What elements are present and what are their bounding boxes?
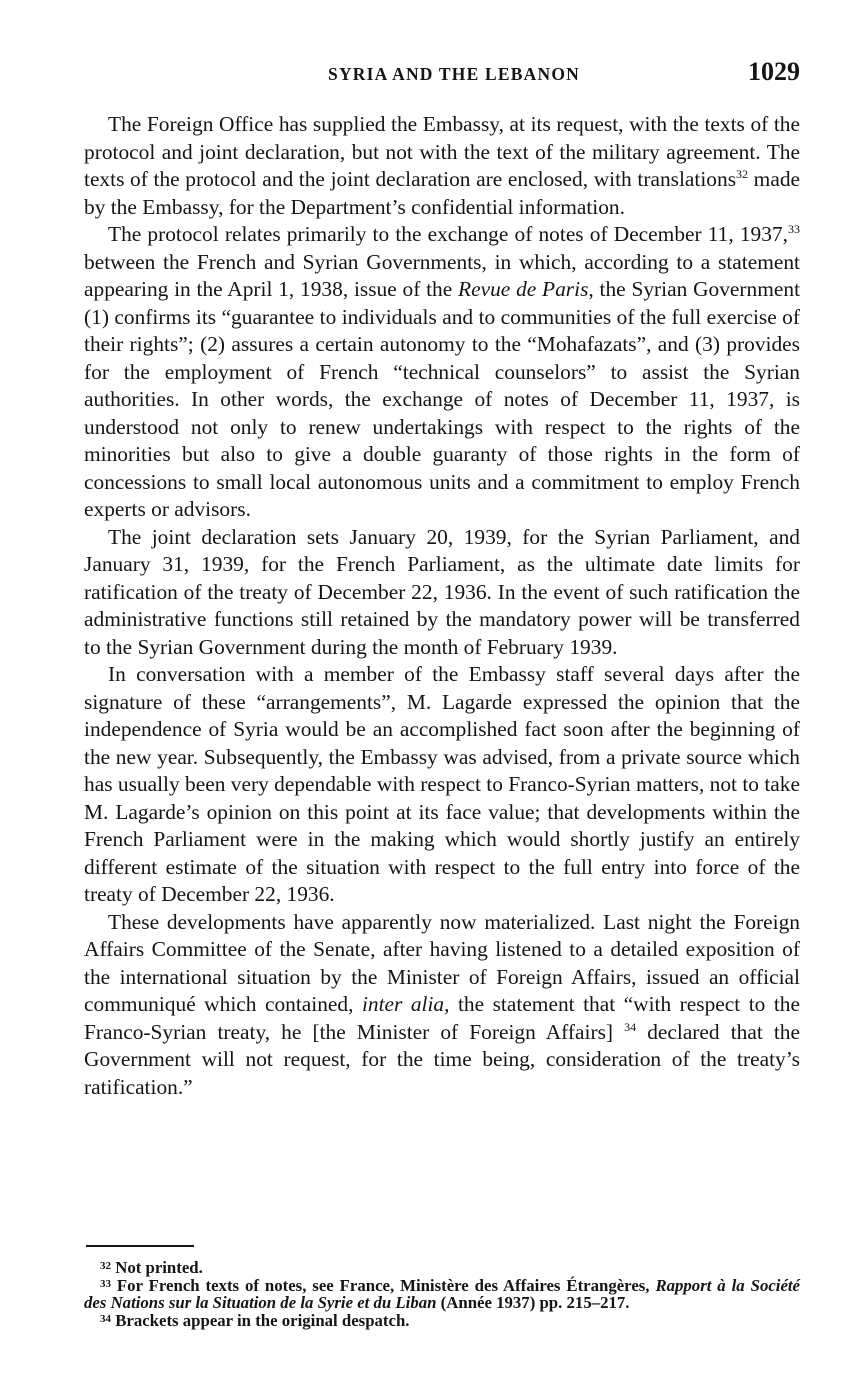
footnote-34-mark: 34 — [100, 1312, 111, 1325]
paragraph-5-text-c: declared that the Government will not request, for the time being, consideration of the treaty’s ratification.” — [84, 1019, 800, 1099]
footnote-33-text-a: For French texts of notes, see France, Ministère des Affaires Étrangères, — [111, 1275, 656, 1295]
paragraph-2 — [84, 221, 800, 524]
footnote-33 — [84, 1277, 800, 1312]
paragraph-2-text-a: The protocol relates primarily to the exchange of notes of December 11, 1937, — [108, 222, 788, 246]
paragraph-1-text-b: made by the Embassy, for the Department’s confidential information. — [84, 167, 801, 219]
page-number: 1029 — [748, 57, 800, 86]
footnote-divider — [86, 1245, 194, 1247]
latin-phrase: inter alia — [361, 992, 445, 1016]
footnotes — [84, 1259, 800, 1329]
paragraph-4: In conversation with a member of the Embassy staff several days after the signature of these “arrangements”, M. Lagarde expressed the opinion that the independence of Syria would be an accomplished fact soon after the beginning of the new year. Subsequently, the Embassy was advised, from a private source which has usually been very dependable with respect to Franco-Syrian matters, not to take M. Lagarde’s opinion on this point at its face value; that developments within the French Parliament were in the making which would shortly justify an entirely different estimate of the situation with respect to the full entry into force of the treaty of December 22, 1936. — [84, 662, 800, 906]
footnote-34-text: Brackets appear in the original despatch. — [111, 1310, 410, 1330]
footnote-32-text: Not printed. — [111, 1258, 203, 1277]
footnote-33-text-b: (Année 1937) pp. 215–217. — [436, 1293, 630, 1312]
paragraph-5 — [84, 909, 800, 1102]
footnote-33-report-title: Rapport à la Société des Nations sur la Situation de la Syrie et du Liban — [84, 1275, 800, 1312]
footnote-34 — [84, 1312, 800, 1330]
footnote-33-mark: 33 — [100, 1277, 111, 1290]
paragraph-1 — [84, 111, 800, 221]
paragraph-2-text-b: between the French and Syrian Governments, in which, according to a statement appearing in the April 1, 1938, issue of the — [84, 249, 800, 301]
footnote-32 — [84, 1259, 800, 1277]
footnote-ref-33: 33 — [788, 222, 800, 236]
paragraph-2-text-c: , the Syrian Government (1) confirms its “guarantee to individuals and to communities of the full exercise of their rights”; (2) assures a certain autonomy to the “Mohafazats”, and (3) provides for the employment of French “technical counselors” to assist the Syrian authorities. In other words, the exchange of notes of December 11, 1937, is understood not only to renew undertakings with respect to the rights of the minorities but also to give a double guaranty of those rights in the form of concessions to small local autonomous units and a commitment to employ French experts or advisors. — [84, 277, 801, 521]
paragraph-5-text-b: , the statement that “with respect to the Franco-Syrian treaty, he [the Minister of Foreign Affairs] — [84, 992, 800, 1044]
journal-title: Revue de Paris — [458, 277, 589, 301]
paragraph-1-text-a: The Foreign Office has supplied the Embassy, at its request, with the texts of the protocol and joint declaration, but not with the text of the military agreement. The texts of the protocol and the joint declaration are enclosed, with translations — [84, 112, 800, 191]
footnote-32-mark: 32 — [100, 1260, 111, 1272]
main-text — [84, 111, 800, 1101]
page-header — [84, 57, 800, 94]
paragraph-5-text-a: These developments have apparently now materialized. Last night the Foreign Affairs Committee of the Senate, after having listened to a detailed exposition of the international situation by the Minister of Foreign Affairs, issued an official communiqué which contained, — [84, 909, 800, 1016]
paragraph-3: The joint declaration sets January 20, 1939, for the Syrian Parliament, and January 31, 1939, for the French Parliament, as the ultimate date limits for ratification of the treaty of December 22, 1936. In the event of such ratification the administrative functions still retained by the mandatory power will be transferred to the Syrian Government during the month of February 1939. — [84, 524, 800, 659]
running-head-title: SYRIA AND THE LEBANON — [328, 64, 580, 84]
footnote-ref-34: 34 — [624, 1019, 637, 1034]
footnote-ref-32: 32 — [736, 167, 749, 181]
